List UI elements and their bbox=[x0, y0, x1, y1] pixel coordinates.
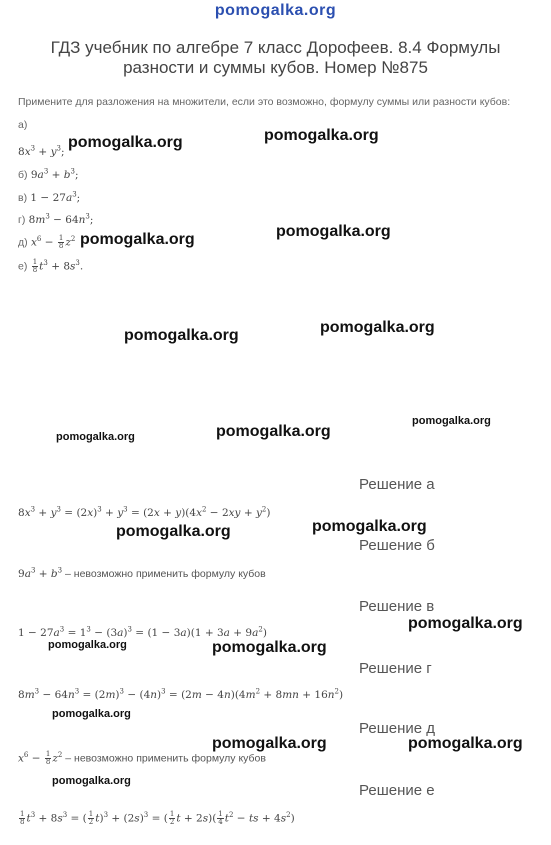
watermark: pomogalka.org bbox=[412, 415, 491, 427]
task-item-c: в) $1 - 27a^3$; bbox=[18, 190, 81, 204]
solution-b-note: – невозможно применить формулу кубов bbox=[62, 568, 266, 580]
watermark: pomogalka.org bbox=[80, 231, 195, 248]
watermark: pomogalka.org bbox=[312, 518, 427, 535]
solution-a-formula: $8x^3 + y^3 = (2x)^3 + y^3 = (2x + y)(4x^2 - 2xy + y^2)$ bbox=[18, 505, 271, 519]
solution-c-formula: $1 - 27a^3 = 1^3 - (3a)^3 = (1 - 3a)(1 + 3a + 9a^2)$ bbox=[18, 625, 267, 639]
page-title: ГДЗ учебник по алгебре 7 класс Дорофеев. 8.4 Формулы разности и суммы кубов. Номер №875 bbox=[50, 38, 501, 77]
task-item-c-label: в) bbox=[18, 192, 28, 204]
watermark: pomogalka.org bbox=[124, 327, 239, 344]
task-item-d: г) $8m^3 - 64n^3$; bbox=[18, 212, 94, 226]
solution-f-heading: Решение е bbox=[359, 782, 435, 799]
watermark: pomogalka.org bbox=[264, 127, 379, 144]
task-item-f: е) $\frac{1}{8}$ $t^3 + 8s^3$. bbox=[18, 258, 84, 274]
watermark: pomogalka.org bbox=[56, 431, 135, 443]
task-item-b: б) $9a^3 + b^3$; bbox=[18, 167, 79, 181]
solution-f-formula: $\frac{1}{8}$ $t^3 + 8s^3$ = ( $\frac{1}{2}$ $t)^3 + (2s)^3$ = ( $\frac{1}{2}$ t + 2s)( $\frac{1}{4}$ $t^2$ − ts + $4s^2$) bbox=[20, 810, 295, 826]
task-item-e: д) $x^6$ − $\frac{1}{8}$ $z^2$ bbox=[18, 234, 76, 250]
site-header-logo[interactable]: pomogalka.org bbox=[214, 2, 337, 19]
watermark: pomogalka.org bbox=[408, 615, 523, 632]
solution-c-heading: Решение в bbox=[359, 598, 435, 615]
watermark: pomogalka.org bbox=[116, 523, 231, 540]
watermark: pomogalka.org bbox=[276, 223, 391, 240]
watermark: pomogalka.org bbox=[216, 423, 331, 440]
solution-b-formula: $9a^3 + b^3$ – невозможно применить формулу кубов bbox=[18, 566, 266, 580]
watermark: pomogalka.org bbox=[68, 134, 183, 151]
watermark: pomogalka.org bbox=[320, 319, 435, 336]
task-item-d-label: г) bbox=[18, 214, 26, 226]
watermark: pomogalka.org bbox=[212, 735, 327, 752]
task-instruction: Примените для разложения на множители, если это возможно, формулу суммы или разности кубов: bbox=[18, 96, 511, 108]
solution-d-heading: Решение г bbox=[359, 660, 432, 677]
task-item-f-label: е) bbox=[18, 260, 28, 273]
task-item-b-label: б) bbox=[18, 169, 28, 181]
watermark: pomogalka.org bbox=[52, 775, 131, 787]
task-item-a-label: а) bbox=[18, 119, 28, 131]
solution-e-note: – невозможно применить формулу кубов bbox=[62, 752, 266, 765]
watermark: pomogalka.org bbox=[48, 639, 127, 651]
solution-d-formula: $8m^3 - 64n^3 = (2m)^3 - (4n)^3 = (2m - 4n)(4m^2 + 8mn + 16n^2)$ bbox=[18, 687, 344, 701]
task-item-e-label: д) bbox=[18, 236, 28, 249]
task-item-a: $8x^3 + y^3$; bbox=[18, 144, 65, 158]
solution-b-heading: Решение б bbox=[359, 537, 435, 554]
watermark: pomogalka.org bbox=[52, 708, 131, 720]
solution-e-heading: Решение д bbox=[359, 720, 435, 737]
watermark: pomogalka.org bbox=[212, 639, 327, 656]
solution-a-heading: Решение а bbox=[359, 476, 435, 493]
solution-e-formula: $x^6$ − $\frac{1}{8}$ $z^2$ – невозможно применить формулу кубов bbox=[18, 750, 266, 766]
watermark: pomogalka.org bbox=[408, 735, 523, 752]
